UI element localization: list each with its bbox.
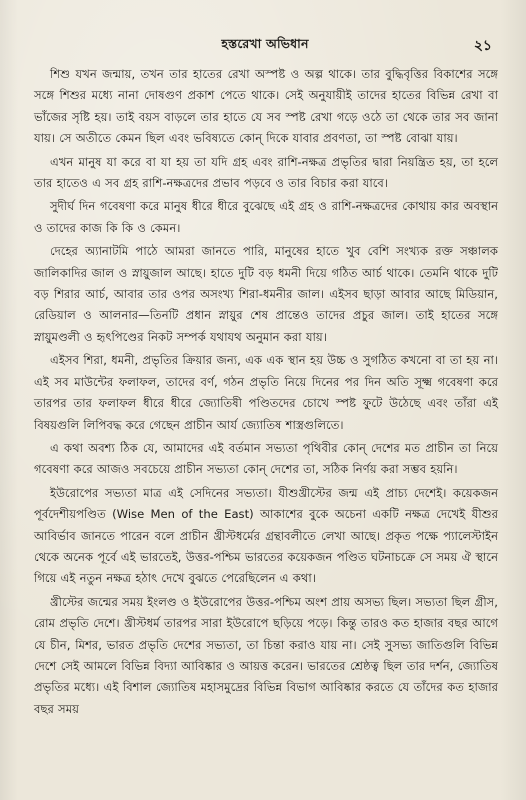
running-title: হস্তরেখা অভিধান — [221, 36, 309, 51]
paragraph-7: ইউরোপের সভ্যতা মাত্র এই সেদিনের সভ্যতা। যীশুখ্রীস্টের জন্ম এই প্রাচ্য দেশেই। কয়েকজন পূর্বদেশীয়পণ্ডিত (Wise Men of the East) আকাশের বুকে অচেনা একটি নক্ষত্র দেখেই যীশুর আবির্ভাব জানতে পারেন বলে প্রাচীন খ্রীস্টধর্মের গ্রন্থাবলীতে লেখা আছে। প্রকৃত পক্ষে প্যালেস্টাইন থেকে অনেক পূর্বে এই ভারতেই, উত্তর-পশ্চিম ভারতের কয়েকজন পণ্ডিত ঘটনাচক্রে সে সময় ঐ স্থানে গিয়ে এই নতুন নক্ষত্র হঠাৎ দেখে বুঝতে পেরেছিলেন এ কথা। — [34, 485, 498, 586]
body-text — [34, 64, 498, 722]
paragraph-4: দেহের অ্যানাটমি পাঠে আমরা জানতে পারি, মানুষের হাতে খুব বেশি সংখ্যক রক্ত সঞ্চালক জালিকাদির জাল ও স্নায়ুজাল আছে। হাতে দুটি বড় ধমনী দিয়ে গঠিত আর্চ থাকে। তেমনি থাকে দুটি বড় শিরার আর্চ, আবার তার ওপর অসংখ্য শিরা-ধমনীর জাল। এইসব ছাড়া আবার আছে মিডিয়ান, রেডিয়াল ও আলনার—তিনটি প্রধান স্নায়ুর শেষ প্রান্তেও তাদের প্রচুর জাল। তাই হাতের সঙ্গে স্নায়ুমণ্ডলী ও হৃৎপিণ্ডের নিকট সম্পর্ক যথাযথ অনুমান করা যায়। — [34, 244, 498, 344]
paragraph-3: সুদীর্ঘ দিন গবেষণা করে মানুষ ধীরে ধীরে বুঝেছে এই গ্রহ ও রাশি-নক্ষত্রদের কোথায় কার অবস্থান ও তাদের কাজ কি কি ও কেমন। — [34, 199, 498, 235]
paragraph-2: এখন মানুষ যা করে বা যা হয় তা যদি গ্রহ এবং রাশি-নক্ষত্র প্রভৃতির দ্বারা নিয়ন্ত্রিত হয়, তা হলে তার হাতেও এ সব গ্রহ রাশি-নক্ষত্রদের প্রভাব পড়বে ও তার বিচার করা যাবে। — [34, 154, 498, 191]
page-number: ২১ — [473, 38, 492, 54]
paragraph-6: এ কথা অবশ্য ঠিক যে, আমাদের এই বর্তমান সভ্যতা পৃথিবীর কোন্ দেশের মত প্রাচীন তা নিয়ে গবেষণা করে আজও সবচেয়ে প্রাচীন সভ্যতা কোন্ দেশের তা, সঠিক নির্ণয় করা সম্ভব হয়নি। — [34, 440, 498, 477]
page-header — [34, 0, 496, 58]
paragraph-5: এইসব শিরা, ধমনী, প্রভৃতির ক্রিয়ার জন্য, এক এক স্থান হয় উচ্চ ও সুগঠিত কখনো বা তা হয় না। এই সব মাউন্টের ফলাফল, তাদের বর্ণ, গঠন প্রভৃতি নিয়ে দিনের পর দিন অতি সূক্ষ্ম গবেষণা করে তারপর তার ফলাফল ধীরে ধীরে জ্যোতিষী পণ্ডিতদের চোখে স্পষ্ট ফুটে উঠেছে এবং তাঁরা এই বিষয়গুলি লিপিবদ্ধ করে গেছেন প্রাচীন আর্য জ্যোতিষ শাস্ত্রগুলিতে। — [34, 353, 498, 432]
paragraph-8: খ্রীস্টের জন্মের সময় ইংলণ্ড ও ইউরোপের উত্তর-পশ্চিম অংশ প্রায় অসভ্য ছিল। সভ্যতা ছিল গ্রীস, রোম প্রভৃতি দেশে। খ্রীস্টধর্ম তারপর সারা ইউরোপে ছড়িয়ে পড়ে। কিন্তু তারও কত হাজার বছর আগে যে চীন, মিশর, ভারত প্রভৃতি দেশের সভ্যতা, তা চিন্তা করাও যায় না। সেই সুসভ্য জাতিগুলি বিভিন্ন দেশে সেই আমলে বিভিন্ন বিদ্যা আবিষ্কার ও আয়ত্ত করেন। ভারতের শ্রেষ্ঠত্ব ছিল তার দর্শন, জ্যোতিষ প্রভৃতির মধ্যে। এই বিশাল জ্যোতিষ মহাসমুদ্রের বিভিন্ন বিভাগ আবিষ্কার করতে যে তাঁদের কত হাজার বছর সময় — [34, 594, 498, 716]
paragraph-1: শিশু যখন জন্মায়, তখন তার হাতের রেখা অস্পষ্ট ও অল্প থাকে। তার বুদ্ধিবৃত্তির বিকাশের সঙ্গে সঙ্গে শিশুর মধ্যে নানা দোষগুণ প্রকাশ পেতে থাকে। সেই অনুযায়ীই তাদের হাতের বিভিন্ন রেখা বা ভাঁজের সৃষ্টি হয়। তাই বয়স বাড়লে তার হাতে যে সব স্পষ্ট রেখা গড়ে ওঠে তা থেকে তার সব জানা যায়। সে অতীতে কেমন ছিল এবং ভবিষ্যতে কোন্ দিকে যাবার প্রবণতা, তা স্পষ্ট বোঝা যায়। — [34, 67, 498, 146]
